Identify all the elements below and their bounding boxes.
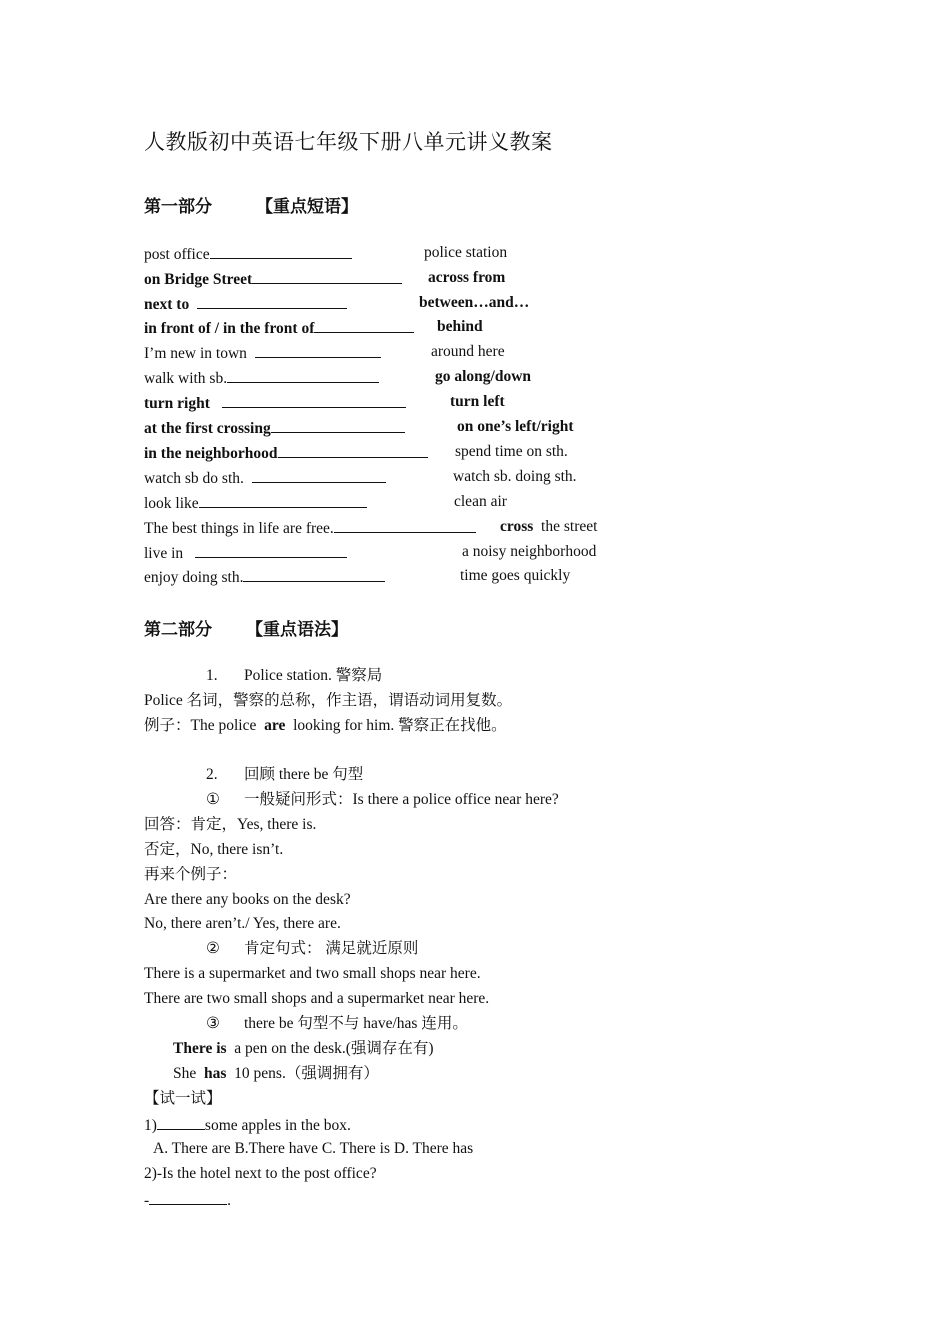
practice-question-2: 2)-Is the hotel next to the post office? — [144, 1165, 377, 1182]
phrase-left: I’m new in town — [144, 345, 247, 362]
grammar-example: There are two small shops and a supermarket near here. — [144, 990, 490, 1007]
item-number: 1. — [206, 667, 218, 684]
phrase-left: on Bridge Street — [144, 271, 253, 288]
example-bold: has — [204, 1065, 227, 1082]
item-title: 一般疑问形式：Is there a police office near here? — [244, 791, 559, 808]
grammar-example — [173, 1063, 379, 1085]
answer-blank — [227, 366, 379, 383]
grammar-item-1 — [206, 665, 382, 687]
grammar-note: Police 名词，警察的总称，作主语，谓语动词用复数。 — [144, 692, 513, 709]
answer-blank — [252, 466, 386, 483]
phrase-right: watch sb. doing sth. — [453, 468, 577, 485]
phrase-row — [144, 391, 844, 413]
grammar-subitem-1 — [206, 789, 559, 811]
phrase-row — [144, 242, 844, 264]
answer-suffix: . — [227, 1192, 232, 1209]
phrase-row — [144, 316, 844, 338]
example-bold: There is — [173, 1040, 227, 1057]
item-number: ③ — [206, 1015, 220, 1032]
grammar-example — [144, 715, 507, 737]
answer-blank — [252, 267, 402, 284]
grammar-example: No, there aren’t./ Yes, there are. — [144, 915, 341, 932]
phrase-row — [144, 292, 844, 314]
example-text: a pen on the desk.(强调存在有) — [234, 1040, 434, 1057]
practice-answer-line — [144, 1188, 231, 1212]
answer-blank — [210, 242, 352, 259]
phrase-right: the street — [541, 518, 598, 535]
example-bold: are — [264, 717, 286, 734]
phrase-left: watch sb do sth. — [144, 470, 244, 487]
phrase-row — [144, 516, 844, 538]
item-title: there be 句型不与 have/has 连用。 — [244, 1015, 468, 1032]
answer-blank — [255, 341, 381, 358]
phrase-right: a noisy neighborhood — [462, 543, 597, 560]
phrase-right: go along/down — [435, 368, 532, 385]
grammar-subitem-2 — [206, 938, 418, 960]
answer-blank — [271, 416, 405, 433]
example-text: 10 pens.（强调拥有） — [234, 1065, 379, 1082]
example-text: looking for him. 警察正在找他。 — [293, 717, 507, 734]
phrase-left: next to — [144, 296, 190, 313]
phrase-right: clean air — [454, 493, 507, 510]
practice-heading: 【试一试】 — [144, 1090, 222, 1107]
phrase-left: walk with sb. — [144, 370, 228, 387]
phrase-left: The best things in life are free. — [144, 520, 334, 537]
phrase-row — [144, 441, 844, 463]
section-label: 第二部分 — [144, 620, 212, 640]
phrase-left: in front of / in the front of — [144, 320, 315, 337]
answer-blank — [314, 316, 414, 333]
answer-prefix: - — [144, 1192, 150, 1209]
item-title: 肯定句式： 满足就近原则 — [244, 940, 419, 957]
section-heading-part2 — [144, 615, 348, 640]
answer-blank — [334, 516, 476, 533]
phrase-right: turn left — [450, 393, 505, 410]
phrase-row — [144, 491, 844, 513]
phrase-right: across from — [428, 269, 506, 286]
phrase-row — [144, 466, 844, 488]
question-text: some apples in the box. — [204, 1117, 351, 1134]
phrase-row — [144, 416, 844, 438]
item-number: ② — [206, 940, 220, 957]
phrase-left: in the neighborhood — [144, 445, 278, 462]
phrase-right: spend time on sth. — [455, 443, 568, 460]
grammar-item-2 — [206, 764, 363, 786]
answer-blank — [199, 491, 367, 508]
answer-blank — [149, 1188, 227, 1205]
phrase-row — [144, 366, 844, 388]
grammar-answer: 回答：肯定，Yes, there is. — [144, 816, 317, 833]
example-text: She — [173, 1065, 197, 1082]
item-number: ① — [206, 791, 220, 808]
phrase-row — [144, 541, 844, 563]
phrase-right: police station — [424, 244, 508, 261]
answer-blank — [197, 292, 347, 309]
phrase-row — [144, 565, 844, 587]
page-title: 人教版初中英语七年级下册八单元讲义教案 — [144, 130, 553, 154]
phrase-right-bold: cross — [500, 518, 534, 535]
answer-blank — [278, 441, 428, 458]
practice-question-1 — [144, 1113, 351, 1137]
answer-blank — [222, 391, 406, 408]
grammar-note: 再来个例子： — [144, 866, 238, 883]
section-label: 第一部分 — [144, 197, 212, 217]
phrase-right: on one’s left/right — [457, 418, 574, 435]
phrase-row — [144, 341, 844, 363]
item-title: Police station. 警察局 — [244, 667, 383, 684]
phrase-right: between…and… — [419, 294, 530, 311]
phrase-left: enjoy doing sth. — [144, 569, 244, 586]
answer-blank — [195, 541, 347, 558]
grammar-answer: 否定，No, there isn’t. — [144, 841, 284, 858]
section-bracket: 【重点语法】 — [246, 620, 348, 640]
item-number: 2. — [206, 766, 218, 783]
phrase-left: look like — [144, 495, 199, 512]
phrase-left: live in — [144, 545, 184, 562]
phrase-left: turn right — [144, 395, 210, 412]
grammar-example — [173, 1038, 434, 1060]
answer-blank — [243, 565, 385, 582]
section-heading-part1 — [144, 192, 358, 217]
phrase-right: around here — [431, 343, 505, 360]
item-title: 回顾 there be 句型 — [244, 766, 364, 783]
phrase-right: time goes quickly — [460, 567, 571, 584]
grammar-example: Are there any books on the desk? — [144, 891, 351, 908]
phrase-left: at the first crossing — [144, 420, 271, 437]
phrase-row — [144, 267, 844, 289]
grammar-example: There is a supermarket and two small shops near here. — [144, 965, 481, 982]
phrase-left: post office — [144, 246, 210, 263]
section-bracket: 【重点短语】 — [256, 197, 358, 217]
grammar-subitem-3 — [206, 1013, 468, 1035]
practice-options: A. There are B.There have C. There is D. There has — [153, 1140, 474, 1157]
phrase-right: behind — [437, 318, 483, 335]
answer-blank — [157, 1113, 205, 1130]
question-number: 1) — [144, 1117, 157, 1134]
example-text: 例子：The police — [144, 717, 257, 734]
